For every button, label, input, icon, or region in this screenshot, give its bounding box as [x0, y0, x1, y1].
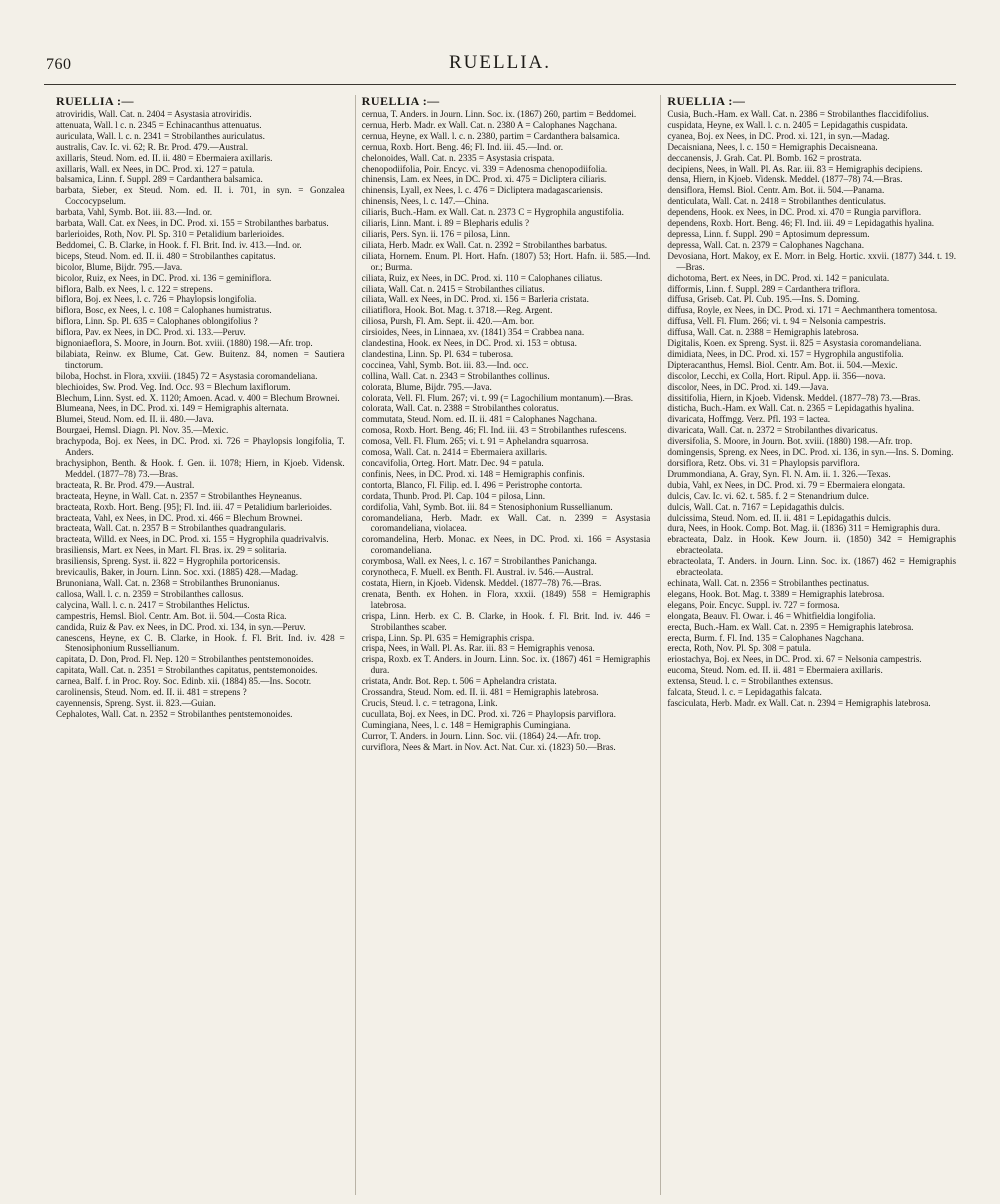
index-entry: biflora, Bosc, ex Nees, l. c. 108 = Calophanes humistratus. [56, 305, 272, 316]
index-entry: ciliaris, Pers. Syn. ii. 176 = pilosa, Linn. [361, 228, 511, 239]
index-entry: callosa, Wall. l. c. n. 2359 = Strobilanthes callosus. [56, 588, 244, 599]
index-entry: dissitifolia, Hiern, in Kjoeb. Vidensk. Meddel. (1877–78) 73.—Bras. [667, 392, 921, 403]
page-number: 760 [46, 56, 72, 73]
index-entry: bracteata, Vahl, ex Nees, in DC. Prod. xi. 466 = Blechum Brownei. [56, 512, 303, 523]
index-entry: dulcissima, Steud. Nom. ed. II. ii. 481 = Lepidagathis dulcis. [667, 512, 891, 523]
index-entry: Digitalis, Koen. ex Spreng. Syst. ii. 825 = Asystasia coromandeliana. [667, 338, 922, 349]
index-entry: eriostachya, Boj. ex Nees, in DC. Prod. xi. 67 = Nelsonia campestris. [667, 654, 922, 665]
index-entry: barlerioides, Roth, Nov. Pl. Sp. 310 = Petalidium barlerioides. [56, 228, 285, 239]
index-entry: elegans, Hook. Bot. Mag. t. 3389 = Hemigraphis latebrosa. [667, 588, 885, 599]
index-entry: capitata, Wall. Cat. n. 2351 = Strobilanthes capitatus, pentstemonoides. [56, 665, 318, 676]
index-entry: ciliaris, Buch.-Ham. ex Wall. Cat. n. 2373 C = Hygrophila angustifolia. [361, 207, 624, 218]
index-entry: ebracteolata, T. Anders. in Journ. Linn. Soc. ix. (1867) 462 = Hemigraphis ebracteolata. [667, 556, 957, 578]
index-entry: bracteata, Wall. Cat. n. 2357 B = Strobilanthes quadrangularis. [56, 523, 287, 534]
index-entry: dependens, Hook. ex Nees, in DC. Prod. xi. 470 = Rungia parviflora. [667, 207, 922, 218]
index-entry: atroviridis, Wall. Cat. n. 2404 = Asystasia atroviridis. [56, 109, 252, 119]
index-entry: bracteata, Heyne, in Wall. Cat. n. 2357 = Strobilanthes Heyneanus. [56, 490, 302, 501]
index-entry: difformis, Linn. f. Suppl. 289 = Cardanthera triflora. [667, 283, 861, 294]
index-entry: biceps, Steud. Nom. ed. II. ii. 480 = Strobilanthes capitatus. [56, 250, 276, 261]
index-entry: australis, Cav. Ic. vi. 62; R. Br. Prod. 479.—Austral. [56, 141, 249, 152]
index-entry: colorata, Wall. Cat. n. 2388 = Strobilanthes coloratus. [361, 403, 559, 414]
index-entry: ciliata, Ruiz, ex Nees, in DC. Prod. xi. 110 = Calophanes ciliatus. [361, 272, 603, 283]
index-entry: falcata, Steud. l. c. = Lepidagathis falcata. [667, 687, 822, 698]
index-entry: Drummondiana, A. Gray, Syn. Fl. N. Am. ii. 1. 326.—Texas. [667, 468, 891, 479]
index-entry: discolor, Nees, in DC. Prod. xi. 149.—Java. [667, 381, 829, 392]
index-entry: dulcis, Wall. Cat. n. 7167 = Lepidagathis dulcis. [667, 501, 845, 512]
index-entry: bicolor, Blume, Bijdr. 795.—Java. [56, 261, 183, 272]
index-entry: cordata, Thunb. Prod. Pl. Cap. 104 = pilosa, Linn. [361, 490, 546, 501]
index-entry: cordifolia, Vahl, Symb. Bot. iii. 84 = Stenosiphonium Russellianum. [361, 501, 613, 512]
index-entry: disticha, Buch.-Ham. ex Wall. Cat. n. 2365 = Lepidagathis hyalina. [667, 403, 915, 414]
column-1 [56, 95, 345, 1195]
index-entry: Blumei, Steud. Nom. ed. II. ii. 480.—Java. [56, 414, 214, 425]
index-entry: Brunoniana, Wall. Cat. n. 2368 = Strobilanthes Brunonianus. [56, 577, 280, 588]
columns-container [56, 95, 956, 1195]
index-entry: Curror, T. Anders. in Journ. Linn. Soc. vii. (1864) 24.—Afr. trop. [361, 730, 601, 741]
index-entry: decipiens, Nees, in Wall. Pl. As. Rar. iii. 83 = Hemigraphis decipiens. [667, 163, 923, 174]
index-entry: deccanensis, J. Grah. Cat. Pl. Bomb. 162 = prostrata. [667, 152, 862, 163]
index-entry: concavifolia, Orteg. Hort. Matr. Dec. 94 = patula. [361, 458, 544, 468]
index-entry: biloba, Hochst. in Flora, xxviii. (1845) 72 = Asystasia coromandeliana. [56, 370, 318, 381]
index-entry: divaricata, Hoffmgg. Verz. Pfl. 193 = lactea. [667, 414, 831, 425]
index-entry: brasiliensis, Spreng. Syst. ii. 822 = Hygrophila portoricensis. [56, 556, 281, 567]
index-entry: chelonoides, Wall. Cat. n. 2335 = Asystasia crispata. [361, 152, 555, 163]
entry-list [56, 109, 345, 720]
index-entry: diffusa, Wall. Cat. n. 2388 = Hemigraphis latebrosa. [667, 327, 859, 338]
index-entry: crenata, Benth. ex Hohen. in Flora, xxxii. (1849) 558 = Hemigraphis latebrosa. [361, 588, 651, 610]
index-entry: bignoniaeflora, S. Moore, in Journ. Bot. xviii. (1880) 198.—Afr. trop. [56, 338, 313, 349]
index-entry: ciliata, Hornem. Enum. Pl. Hort. Hafn. (1807) 53; Hort. Hafn. ii. 585.—Ind. or.; Burma. [361, 250, 651, 272]
index-entry: confinis, Nees, in DC. Prod. xi. 148 = Hemigraphis confinis. [361, 468, 585, 479]
index-entry: cernua, Herb. Madr. ex Wall. Cat. n. 2380 A = Calophanes Nagchana. [361, 119, 617, 130]
index-entry: denticulata, Wall. Cat. n. 2418 = Strobilanthes denticulatus. [667, 196, 886, 207]
index-entry: elegans, Poir. Encyc. Suppl. iv. 727 = formosa. [667, 599, 840, 610]
index-entry: corynotheca, F. Muell. ex Benth. Fl. Austral. iv. 546.—Austral. [361, 567, 594, 578]
index-entry: ciliosa, Pursh, Fl. Am. Sept. ii. 420.—Am. bor. [361, 316, 535, 327]
index-entry: Bourgaei, Hemsl. Diagn. Pl. Nov. 35.—Mexic. [56, 425, 229, 436]
index-entry: bracteata, R. Br. Prod. 479.—Austral. [56, 479, 195, 490]
index-entry: bracteata, Willd. ex Nees, in DC. Prod. xi. 155 = Hygrophila quadrivalvis. [56, 534, 329, 545]
index-entry: axillaris, Wall. ex Nees, in DC. Prod. xi. 127 = patula. [56, 163, 255, 174]
index-entry: elongata, Beauv. Fl. Owar. i. 46 = Whitfieldia longifolia. [667, 610, 876, 621]
column-3 [660, 95, 956, 1195]
index-entry: chinensis, Nees, l. c. 147.—China. [361, 196, 489, 207]
index-entry: brevicaulis, Baker, in Journ. Linn. Soc. xxi. (1885) 428.—Madag. [56, 567, 299, 578]
index-entry: bracteata, Roxb. Hort. Beng. [95]; Fl. Ind. iii. 47 = Petalidium barlerioides. [56, 501, 332, 512]
column-2 [355, 95, 651, 1195]
index-entry: crispa, Linn. Herb. ex C. B. Clarke, in Hook. f. Fl. Brit. Ind. iv. 446 = Strobilanthes scaber. [361, 610, 651, 632]
index-entry: coromandeliana, Herb. Madr. ex Wall. Cat. n. 2399 = Asystasia coromandeliana, violacea. [361, 512, 651, 534]
index-entry: Crucis, Steud. l. c. = tetragona, Link. [361, 697, 498, 708]
index-entry: cucullata, Boj. ex Nees, in DC. Prod. xi. 726 = Phaylopsis parviflora. [361, 708, 616, 719]
index-entry: Blumeana, Nees, in DC. Prod. xi. 149 = Hemigraphis alternata. [56, 403, 289, 414]
index-entry: cuspidata, Heyne, ex Wall. l. c. n. 2405 = Lepidagathis cuspidata. [667, 119, 908, 130]
index-entry: chinensis, Lyall, ex Nees, l. c. 476 = Dicliptera madagascariensis. [361, 185, 603, 196]
index-entry: brasiliensis, Mart. ex Nees, in Mart. Fl. Bras. ix. 29 = solitaria. [56, 545, 287, 556]
index-entry: balsamica, Linn. f. Suppl. 289 = Cardanthera balsamica. [56, 174, 263, 185]
column-header: RUELLIA :— [361, 95, 440, 108]
index-entry: chinensis, Lam. ex Nees, in DC. Prod. xi. 475 = Dicliptera ciliaris. [361, 174, 607, 185]
index-entry: ciliatiflora, Hook. Bot. Mag. t. 3718.—Reg. Argent. [361, 305, 553, 316]
index-entry: biflora, Pav. ex Nees, in DC. Prod. xi. 133.—Peruv. [56, 327, 246, 338]
index-entry: crispa, Linn. Sp. Pl. 635 = Hemigraphis crispa. [361, 632, 535, 643]
index-entry: densiflora, Hemsl. Biol. Centr. Am. Bot. ii. 504.—Panama. [667, 185, 885, 196]
index-entry: Crossandra, Steud. Nom. ed. II. ii. 481 = Hemigraphis latebrosa. [361, 687, 599, 698]
index-entry: brachypoda, Boj. ex Nees, in DC. Prod. xi. 726 = Phaylopsis longifolia, T. Anders. [56, 436, 345, 458]
index-entry: colorata, Blume, Bijdr. 795.—Java. [361, 381, 492, 392]
index-entry: campestris, Hemsl. Biol. Centr. Am. Bot. ii. 504.—Costa Rica. [56, 610, 287, 621]
index-entry: capitata, D. Don, Prod. Fl. Nep. 120 = Strobilanthes pentstemonoides. [56, 654, 314, 665]
index-entry: dichotoma, Bert. ex Nees, in DC. Prod. xi. 142 = paniculata. [667, 272, 890, 283]
index-entry: divaricata, Wall. Cat. n. 2372 = Strobilanthes divaricatus. [667, 425, 878, 436]
running-head: RUELLIA. [448, 52, 551, 73]
index-entry: dependens, Roxb. Hort. Beng. 46; Fl. Ind. iii. 49 = Lepidagathis hyalina. [667, 218, 935, 229]
index-entry: diversifolia, S. Moore, in Journ. Bot. xviii. (1880) 198.—Afr. trop. [667, 436, 913, 447]
column-header: RUELLIA :— [667, 95, 746, 108]
index-entry: curviflora, Nees & Mart. in Nov. Act. Nat. Cur. xi. (1823) 50.—Bras. [361, 741, 616, 752]
index-entry: corymbosa, Wall. ex Nees, l. c. 167 = Strobilanthes Panichanga. [361, 556, 597, 567]
index-entry: crispa, Roxb. ex T. Anders. in Journ. Linn. Soc. ix. (1867) 461 = Hemigraphis dura. [361, 654, 651, 676]
index-entry: fasciculata, Herb. Madr. ex Wall. Cat. n. 2394 = Hemigraphis latebrosa. [667, 697, 931, 708]
index-entry: ebracteata, Dalz. in Hook. Kew Journ. ii. (1850) 342 = Hemigraphis ebracteolata. [667, 534, 957, 556]
index-entry: ciliata, Wall. Cat. n. 2415 = Strobilanthes ciliatus. [361, 283, 545, 294]
index-entry: contorta, Blanco, Fl. Filip. ed. I. 496 = Peristrophe contorta. [361, 479, 583, 490]
index-entry: barbata, Vahl, Symb. Bot. iii. 83.—Ind. or. [56, 207, 213, 218]
index-entry: ciliata, Wall. ex Nees, in DC. Prod. xi. 156 = Barleria cristata. [361, 294, 589, 305]
index-entry: clandestina, Linn. Sp. Pl. 634 = tuberosa. [361, 348, 514, 359]
index-entry: Beddomei, C. B. Clarke, in Hook. f. Fl. Brit. Ind. iv. 413.—Ind. or. [56, 239, 302, 250]
index-entry: carnea, Balf. f. in Proc. Roy. Soc. Edinb. xii. (1884) 85.—Ins. Socotr. [56, 676, 312, 687]
index-entry: Dipteracanthus, Hemsl. Biol. Centr. Am. Bot. ii. 504.—Mexic. [667, 359, 898, 370]
index-entry: commutata, Steud. Nom. ed. II. ii. 481 = Calophanes Nagchana. [361, 414, 597, 425]
index-entry: collina, Wall. Cat. n. 2343 = Strobilanthes collinus. [361, 370, 550, 381]
index-entry: echinata, Wall. Cat. n. 2356 = Strobilanthes pectinatus. [667, 577, 870, 588]
index-entry: bilabiata, Reinw. ex Blume, Cat. Gew. Buitenz. 84, nomen = Sautiera tinctorum. [56, 348, 345, 370]
index-entry: cernua, Roxb. Hort. Beng. 46; Fl. Ind. iii. 45.—Ind. or. [361, 141, 564, 152]
index-entry: biflora, Linn. Sp. Pl. 635 = Calophanes oblongifolius ? [56, 316, 258, 327]
index-entry: calycina, Wall. l. c. n. 2417 = Strobilanthes Helictus. [56, 599, 250, 610]
index-entry: dura, Nees, in Hook. Comp. Bot. Mag. ii. (1836) 311 = Hemigraphis dura. [667, 523, 941, 534]
index-entry: colorata, Vell. Fl. Flum. 267; vi. t. 99 (= Lagochilium montanum).—Bras. [361, 392, 634, 403]
index-entry: erecta, Buch.-Ham. ex Wall. Cat. n. 2395 = Hemigraphis latebrosa. [667, 621, 914, 632]
header-rule [44, 84, 956, 85]
index-entry: comosa, Roxb. Hort. Beng. 46; Fl. Ind. iii. 43 = Strobilanthes rufescens. [361, 425, 627, 436]
index-entry: dubia, Vahl, ex Nees, in DC. Prod. xi. 79 = Ebermaiera elongata. [667, 479, 906, 490]
index-entry: diffusa, Griseb. Cat. Pl. Cub. 195.—Ins. S. Doming. [667, 294, 860, 305]
index-entry: cristata, Andr. Bot. Rep. t. 506 = Aphelandra cristata. [361, 676, 557, 687]
index-entry: coccinea, Vahl, Symb. Bot. iii. 83.—Ind. occ. [361, 359, 529, 370]
index-entry: chenopodiifolia, Poir. Encyc. vi. 339 = Adenosma chenopodiifolia. [361, 163, 608, 174]
index-entry: discolor, Lecchi, ex Colla, Hort. Ripul. App. ii. 356—nova. [667, 370, 886, 381]
index-entry: depressa, Linn. f. Suppl. 290 = Aptosimum depressum. [667, 228, 870, 239]
index-entry: Cusia, Buch.-Ham. ex Wall. Cat. n. 2386 = Strobilanthes flaccidifolius. [667, 109, 929, 119]
index-entry: eucoma, Steud. Nom. ed. II. ii. 481 = Ebermaiera axillaris. [667, 665, 883, 676]
index-entry: dimidiata, Nees, in DC. Prod. xi. 157 = Hygrophila angustifolia. [667, 348, 904, 359]
index-entry: Cumingiana, Nees, l. c. 148 = Hemigraphis Cumingiana. [361, 719, 571, 730]
index-entry: diffusa, Vell. Fl. Flum. 266; vi. t. 94 = Nelsonia campestris. [667, 316, 886, 327]
index-entry: auriculata, Wall. l. c. n. 2341 = Strobilanthes auriculatus. [56, 130, 265, 141]
index-entry: dulcis, Cav. Ic. vi. 62. t. 585. f. 2 = Stenandrium dulce. [667, 490, 869, 501]
index-entry: extensa, Steud. l. c. = Strobilanthes extensus. [667, 676, 834, 687]
index-entry: brachysiphon, Benth. & Hook. f. Gen. ii. 1078; Hiern, in Kjoeb. Vidensk. Meddel. (1877–78) 73.—Bras. [56, 458, 345, 479]
index-entry: blechioides, Sw. Prod. Veg. Ind. Occ. 93 = Blechum laxiflorum. [56, 381, 291, 392]
index-entry: domingensis, Spreng. ex Nees, in DC. Prod. xi. 136, in syn.—Ins. S. Doming. [667, 447, 954, 458]
index-entry: Blechum, Linn. Syst. ed. X. 1120; Amoen. Acad. v. 400 = Blechum Brownei. [56, 392, 340, 403]
index-entry: cernua, T. Anders. in Journ. Linn. Soc. ix. (1867) 260, partim = Beddomei. [361, 109, 637, 119]
index-entry: Cephalotes, Wall. Cat. n. 2352 = Strobilanthes pentstemonoides. [56, 708, 293, 719]
index-entry: biflora, Boj. ex Nees, l. c. 726 = Phaylopsis longifolia. [56, 294, 257, 305]
index-entry: bicolor, Ruiz, ex Nees, in DC. Prod. xi. 136 = geminiflora. [56, 272, 272, 283]
index-entry: canescens, Heyne, ex C. B. Clarke, in Hook. f. Fl. Brit. Ind. iv. 428 = Stenosiphonium Russellianum. [56, 632, 345, 654]
index-entry: comosa, Vell. Fl. Flum. 265; vi. t. 91 = Aphelandra squarrosa. [361, 436, 589, 447]
column-header: RUELLIA :— [56, 95, 135, 108]
index-entry: ciliata, Herb. Madr. ex Wall. Cat. n. 2392 = Strobilanthes barbatus. [361, 239, 608, 250]
index-entry: carolinensis, Steud. Nom. ed. II. ii. 481 = strepens ? [56, 687, 247, 698]
index-entry: cyanea, Boj. ex Nees, in DC. Prod. xi. 121, in syn.—Madag. [667, 130, 890, 141]
entry-list [362, 109, 651, 752]
index-entry: ciliaris, Linn. Mant. i. 89 = Blepharis edulis ? [361, 218, 530, 229]
index-entry: erecta, Burm. f. Fl. Ind. 135 = Calophanes Nagchana. [667, 632, 864, 643]
index-entry: biflora, Balb. ex Nees, l. c. 122 = strepens. [56, 283, 213, 294]
index-entry: barbata, Sieber, ex Steud. Nom. ed. II. i. 701, in syn. = Gonzalea Coccocypselum. [56, 185, 345, 207]
index-entry: clandestina, Hook. ex Nees, in DC. Prod. xi. 153 = obtusa. [361, 338, 577, 349]
index-entry: comosa, Wall. Cat. n. 2414 = Ebermaiera axillaris. [361, 447, 548, 458]
index-entry: Devosiana, Hort. Makoy, ex E. Morr. in Belg. Hortic. xxvii. (1877) 344. t. 19.—Bras. [667, 250, 957, 272]
index-entry: candida, Ruiz & Pav. ex Nees, in DC. Prod. xi. 134, in syn.—Peruv. [56, 621, 306, 632]
index-entry: Decaisniana, Nees, l. c. 150 = Hemigraphis Decaisneana. [667, 141, 878, 152]
index-entry: costata, Hiern, in Kjoeb. Vidensk. Meddel. (1877–78) 76.—Bras. [361, 577, 602, 588]
index-entry: barbata, Wall. Cat. ex Nees, in DC. Prod. xi. 155 = Strobilanthes barbatus. [56, 218, 329, 229]
index-entry: cernua, Heyne, ex Wall. l. c. n. 2380, partim = Cardanthera balsamica. [361, 130, 620, 141]
index-entry: coromandelina, Herb. Monac. ex Nees, in DC. Prod. xi. 166 = Asystasia coromandeliana. [361, 534, 651, 556]
index-entry: cayennensis, Spreng. Syst. ii. 823.—Guian. [56, 697, 216, 708]
index-entry: densa, Hiern, in Kjoeb. Vidensk. Meddel. (1877–78) 74.—Bras. [667, 174, 903, 185]
index-entry: cirsioides, Nees, in Linnaea, xv. (1841) 354 = Crabbea nana. [361, 327, 585, 338]
index-entry: dorsiflora, Retz. Obs. vi. 31 = Phaylopsis parviflora. [667, 458, 860, 468]
entry-list [667, 109, 956, 709]
index-entry: erecta, Roth, Nov. Pl. Sp. 308 = patula. [667, 643, 811, 654]
index-entry: depressa, Wall. Cat. n. 2379 = Calophanes Nagchana. [667, 239, 864, 250]
index-entry: crispa, Nees, in Wall. Pl. As. Rar. iii. 83 = Hemigraphis venosa. [361, 643, 595, 654]
index-entry: diffusa, Royle, ex Nees, in DC. Prod. xi. 171 = Aechmanthera tomentosa. [667, 305, 938, 316]
index-entry: axillaris, Steud. Nom. ed. II. ii. 480 = Ebermaiera axillaris. [56, 152, 273, 163]
index-entry: attenuata, Wall. l c. n. 2345 = Echinacanthus attenuatus. [56, 119, 262, 130]
